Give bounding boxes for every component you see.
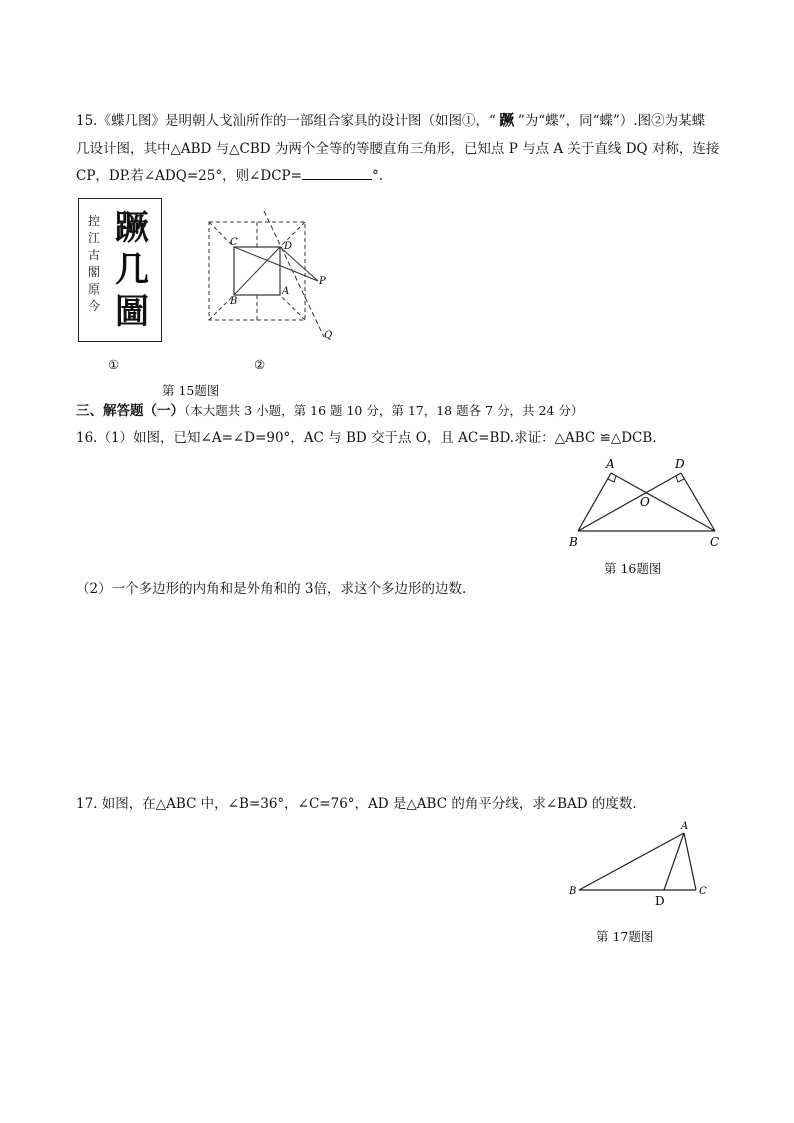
label-A: A — [282, 286, 290, 297]
label-D: D — [284, 241, 293, 252]
q15-line2: 几设计图，其中△ABD 与△CBD 为两个全等的等腰直角三角形，已知点 P 与点 A 关于直线 DQ 对称，连接 — [76, 141, 720, 157]
fig2-label: ② — [254, 357, 266, 372]
label-O: O — [640, 495, 650, 509]
q15-line1-end: ”为“蝶”，同“蝶”）.图②为某蝶 — [517, 113, 706, 129]
label-Q: Q — [324, 330, 333, 341]
line-DQ — [264, 211, 324, 337]
calligraphy-main-column: 蹶 几 圖 — [115, 208, 149, 332]
fig2-diagram — [200, 205, 340, 355]
label-A: A — [606, 457, 615, 471]
label-B: B — [230, 296, 238, 307]
q16-caption: 第 16题图 — [604, 561, 662, 576]
diagonal-BD — [234, 247, 280, 295]
q17-text: 17. 如图，在△ABC 中，∠B=36°，∠C=76°，AD 是△ABC 的角平分线，求∠BAD 的度数. — [76, 796, 637, 812]
segment-DP — [280, 247, 318, 281]
answer-blank[interactable] — [302, 167, 372, 180]
section3-note: （本大题共 3 小题，第 16 题 10 分，第 17，18 题各 7 分，共 24 分） — [184, 403, 584, 418]
label-D: D — [675, 457, 685, 471]
fig1-label: ① — [108, 357, 120, 372]
q15-line3-start: CP，DP.若∠ADQ=25°，则∠DCP= — [76, 168, 302, 184]
label-C: C — [699, 886, 707, 897]
fig17-diagram — [566, 818, 716, 908]
label-C: C — [230, 237, 238, 248]
q15-line3-end: °. — [371, 168, 383, 184]
calligraphy-side-column: 控 江 古 閣 原 今 — [87, 214, 100, 313]
calligraphy-plate — [78, 198, 162, 342]
label-P: P — [319, 276, 326, 287]
q16-part2: （2）一个多边形的内角和是外角和的 3倍，求这个多边形的边数. — [76, 581, 467, 597]
q16-part1: 16.（1）如图，已知∠A=∠D=90°，AC 与 BD 交于点 O，且 AC=BD.求证：△ABC ≌△DCB. — [76, 430, 657, 446]
label-D: D — [655, 894, 665, 908]
q17-caption: 第 17题图 — [596, 929, 654, 944]
section3-title: 三、解答题（一） — [76, 403, 184, 419]
fig16-diagram — [568, 456, 728, 551]
q15-line1-start: 15.《蝶几图》是明朝人戈汕所作的一部组合家具的设计图（如图①，“ — [76, 113, 496, 129]
label-B: B — [569, 535, 578, 549]
label-B: B — [569, 886, 577, 897]
q15-line1 — [76, 113, 705, 129]
label-C: C — [710, 535, 720, 549]
q15-line3 — [76, 167, 383, 184]
q15-caption: 第 15题图 — [162, 383, 220, 398]
label-A: A — [681, 821, 689, 832]
section3-heading — [76, 405, 583, 419]
calligraphy-char-icon: 蹶 — [499, 111, 515, 129]
